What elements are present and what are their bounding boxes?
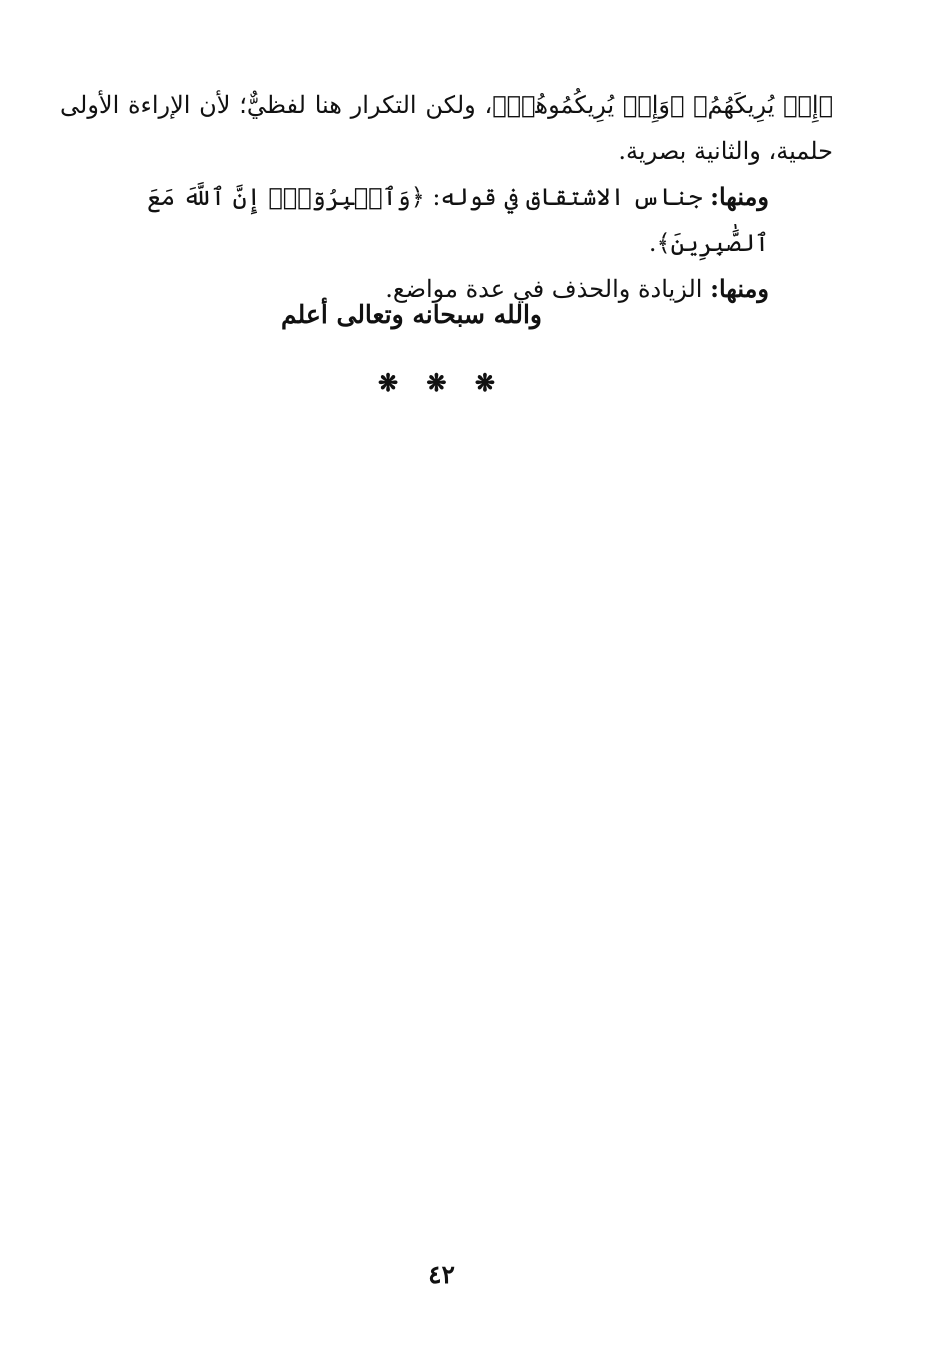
paragraph-2-text: جناس الاشتقاق في قوله: <box>424 183 711 211</box>
closing-phrase: والله سبحانه وتعالى أعلم <box>281 300 542 329</box>
body-text <box>60 82 833 312</box>
page-number: ٤٢ <box>428 1260 455 1289</box>
paragraph-1 <box>60 82 833 174</box>
paragraph-3-text: الزيادة والحذف في عدة مواضع. <box>385 275 711 303</box>
quran-quote-1: ﴿إِذۡ يُرِيكَهُمُ﴾ ﴿وَإِذۡ يُرِيكُمُوهُمۡ﴾ <box>492 91 833 119</box>
section-separator-stars: ❋ ❋ ❋ <box>377 368 506 397</box>
paragraph-3-lead: ومنها: <box>710 274 769 303</box>
quran-quote-2: ﴿وَٱصۡبِرُوٓاْۚ إِنَّ ٱللَّهَ مَعَ ٱلصَّٰبِرِينَ﴾ <box>147 183 769 257</box>
paragraph-2-end: . <box>648 229 657 257</box>
paragraph-1-text: ، ولكن التكرار هنا لفظيٌّ؛ لأن الإراءة الأولى حلمية، والثانية بصرية. <box>60 91 833 165</box>
paragraph-2 <box>60 174 833 266</box>
paragraph-2-lead: ومنها: <box>710 182 769 211</box>
